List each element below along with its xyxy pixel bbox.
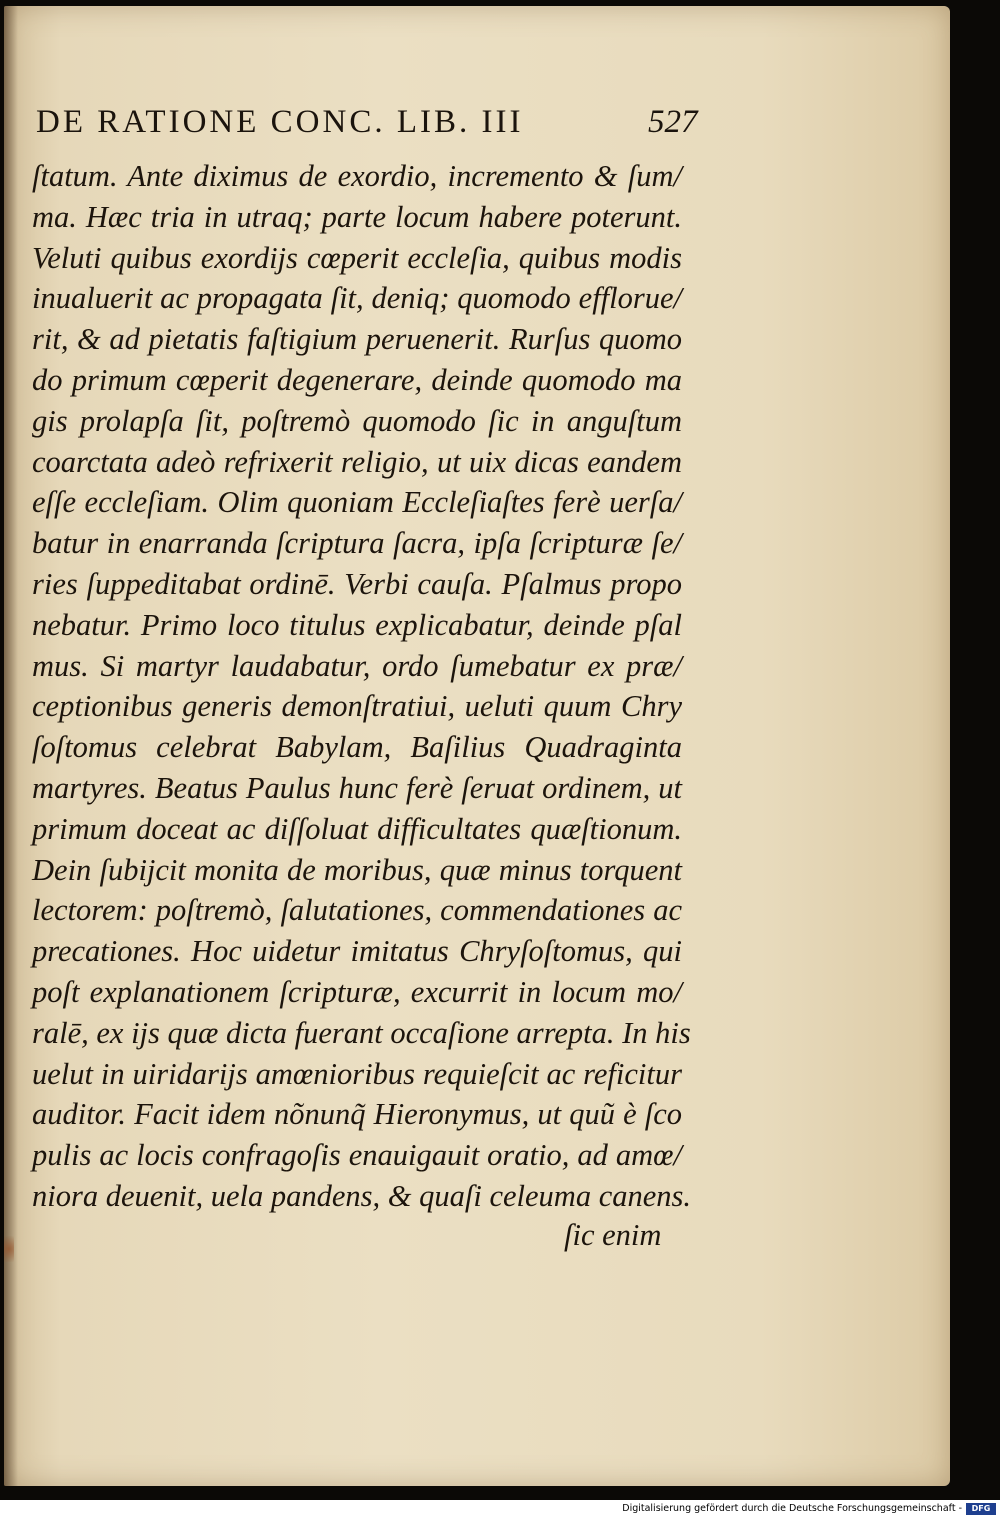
text-line: inualuerit ac propagata ſit, deniq; quomodo efflorue/ (32, 281, 682, 316)
text-line: ſoſtomus celebrat Babylam, Baſilius Quadraginta (32, 730, 682, 765)
text-line: uelut in uiridarijs amœnioribus requieſcit ac reficitur (32, 1056, 682, 1091)
page-number: 527 (648, 104, 698, 140)
text-line: rit, & ad pietatis faſtigium peruenerit. Rurſus quomo (32, 322, 682, 357)
running-header (36, 104, 698, 141)
text-line: gis prolapſa ſit, poſtremò quomodo ſic in anguſtum (32, 403, 682, 438)
text-line: auditor. Facit idem nõnunq̃ Hieronymus, ut quũ è ſco (32, 1097, 682, 1132)
text-line: precationes. Hoc uidetur imitatus Chryſoſtomus, qui (32, 934, 682, 969)
body-text (32, 156, 692, 1217)
footer-bar (0, 1500, 1000, 1518)
text-line: coarctata adeò refrixerit religio, ut uix dicas eandem (32, 444, 682, 479)
text-line: ries ſuppeditabat ordinē. Verbi cauſa. Pſalmus propo (32, 566, 682, 601)
paper-stain (4, 1236, 14, 1262)
text-line: pulis ac locis confragoſis enauigauit oratio, ad amœ/ (32, 1138, 682, 1173)
digitization-credit: Digitalisierung gefördert durch die Deutsche Forschungsgemeinschaft - (622, 1503, 962, 1514)
catchword: ſic enim (564, 1218, 662, 1252)
text-line: lectorem: poſtremò, ſalutationes, commendationes ac (32, 893, 682, 928)
text-line: nebatur. Primo loco titulus explicabatur, deinde pſal (32, 607, 682, 642)
text-line: batur in enarranda ſcriptura ſacra, ipſa ſcripturæ ſe/ (32, 526, 682, 561)
text-line: Veluti quibus exordijs cœperit eccleſia, quibus modis (32, 240, 682, 275)
text-line: martyres. Beatus Paulus hunc ferè ſeruat ordinem, ut (32, 770, 682, 805)
dfg-logo: DFG (966, 1503, 996, 1515)
text-line: do primum cœperit degenerare, deinde quomodo ma (32, 362, 682, 397)
text-line: Dein ſubijcit monita de moribus, quæ minus torquent (32, 852, 682, 887)
text-line: eſſe eccleſiam. Olim quoniam Eccleſiaſtes ferè uerſa/ (32, 485, 682, 520)
text-line: poſt explanationem ſcripturæ, excurrit in locum mo/ (32, 974, 682, 1009)
text-line: primum doceat ac diſſoluat difficultates quæſtionum. (32, 811, 682, 846)
text-line: ceptionibus generis demonſtratiui, ueluti quum Chry (32, 689, 682, 724)
text-line: niora deuenit, uela pandens, & quaſi celeuma canens. (32, 1178, 692, 1213)
book-page (4, 6, 950, 1486)
text-line: ma. Hæc tria in utraq; parte locum habere poterunt. (32, 199, 682, 234)
text-line: ralē, ex ijs quæ dicta fuerant occaſione arrepta. In his (32, 1015, 691, 1050)
text-line: ſtatum. Ante diximus de exordio, incremento & ſum/ (32, 159, 682, 193)
gutter-shadow (4, 6, 18, 1486)
text-line: mus. Si martyr laudabatur, ordo ſumebatur ex præ/ (32, 648, 682, 683)
running-title: DE RATIONE CONC. LIB. III (36, 104, 524, 140)
